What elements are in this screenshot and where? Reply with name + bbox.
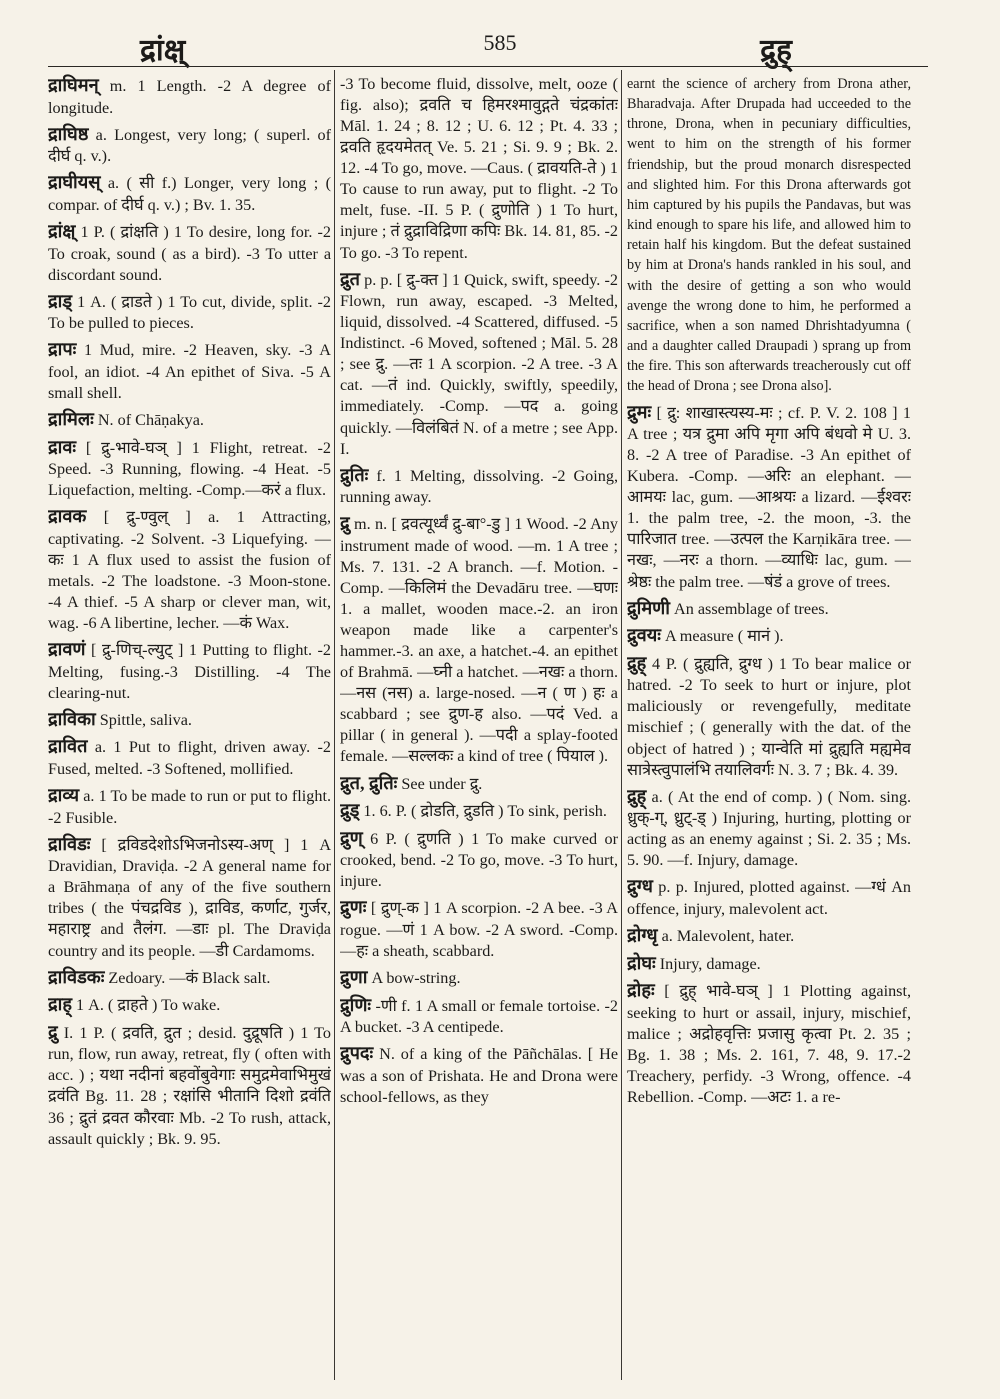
dictionary-entry [340, 799, 618, 823]
entry-definition: f. 1 Melting, dissolving. -2 Going, running away. [340, 466, 618, 507]
entry-definition: Injury, damage. [659, 954, 761, 973]
entry-definition: A measure ( मानं ). [664, 627, 784, 646]
entry-definition: 1 A. ( द्राहते ) To wake. [76, 996, 221, 1015]
entry-definition: 4 P. ( द्रुह्यति, द्रुग्ध ) 1 To bear malice or hatred. -2 To seek to hurt or injure, plot maliciously or revengefully, meditate mischief ; ( generally with the dat. of the object of hatred ) ; यान्वेति मां द्रुह्यति मह्यमेव सात्रेस्त्वुपालंभि तयालिवर्गः N. 3. 7 ; Bk. 4. 39. [627, 654, 911, 779]
dictionary-entry [48, 833, 331, 962]
entry-definition: [ द्रु: शाखास्त्यस्य-मः ; cf. P. V. 2. 108 ] 1 A tree ; यत्र द्रुमा अपि मृगा अपि बंधवो मे U. 3. 8. -2 A tree of Paradise. -3 An epithet of Kubera. -Comp. —अरिः an elephant. —आमयः lac, gum. —आश्रयः a lizard. —ईश्वरः 1. the palm tree, -2. the moon, -3. the पारिजात tree. —उत्पल the Karṇikāra tree. —नखः, —नरः a thorn. —व्याधिः lac, gum. —श्रेष्ठः the palm tree. —षंडं a grove of trees. [627, 403, 911, 591]
header-rule [48, 66, 928, 67]
dictionary-entry [627, 952, 911, 976]
dictionary-entry [48, 966, 331, 990]
entry-headword: द्रुग्ध [627, 876, 653, 897]
entry-headword: द्रुणा [340, 967, 368, 988]
entry-definition: p. p. [ द्रु-क्त ] 1 Quick, swift, speedy. -2 Flown, run away, escaped. -3 Melted, liquid, dissolved. -4 Scattered, diffused. -5 Indistinct. -6 Moved, softened ; Māl. 5. 28 ; see द्रु. —तः 1 A scorpion. -2 A tree. -3 A cat. —तं ind. Quickly, swiftly, speedily, immediately. -Comp. —पद a. going quickly. —विलंबितं N. of a metre ; see App. I. [340, 270, 618, 458]
entry-definition: 1 P. ( द्रांक्षति ) 1 To desire, long for. -2 To croak, sound ( as a bird). -3 To utter a discordant sound. [48, 222, 331, 284]
entry-headword: द्राड् [48, 290, 73, 311]
entry-headword: द्रुण् [340, 827, 363, 848]
dictionary-entry [340, 74, 618, 264]
dictionary-entry [48, 436, 331, 502]
entry-definition: [ द्रुह् भावे-घञ् ] 1 Plotting against, seeking to hurt or assail, injury, mischief, malice ; अद्रोहवृत्तिः प्रजासु कृत्वा Pt. 2. 35 ; Bg. 1. 38 ; Ms. 2. 161, 7. 48, 9. 17.-2 Treachery, perfidy. -3 Wrong, offence. -4 Rebellion. -Comp. —अटः 1. a re- [627, 982, 911, 1107]
column-3 [627, 74, 911, 1112]
entry-headword: द्रु [340, 513, 350, 534]
entry-headword: द्राघीयस् [48, 172, 101, 193]
dictionary-entry [48, 171, 331, 216]
column-2 [340, 74, 618, 1112]
entry-headword: द्रुह् [627, 785, 647, 806]
dictionary-entry [627, 785, 911, 872]
page-header [0, 24, 1000, 76]
entry-headword: द्रावित [48, 736, 88, 757]
entry-headword: द्रावक [48, 506, 87, 527]
entry-headword: द्राव्य [48, 785, 80, 806]
entry-headword: द्राघिमन् [48, 75, 99, 95]
entry-headword: द्रोहः [627, 980, 655, 1001]
entry-headword: द्रुवयः [627, 625, 661, 646]
entry-definition: Zedoary. —कं Black salt. [108, 968, 271, 987]
entry-headword: द्रुमः [627, 401, 652, 422]
entry-headword: द्रांक्ष् [48, 220, 76, 241]
entry-definition: See under द्रु. [401, 774, 483, 793]
entry-headword: द्राह् [48, 994, 72, 1015]
entry-headword: द्रुतिः [340, 464, 369, 485]
entry-headword: द्राविडकः [48, 966, 105, 987]
entry-definition: -णी f. 1 A small or female tortoise. -2 A bucket. -3 A centipede. [340, 996, 618, 1037]
entry-definition: a. Malevolent, hater. [661, 927, 795, 946]
dictionary-entry [48, 290, 331, 335]
dictionary-entry [48, 993, 331, 1017]
entry-headword: द्रोघः [627, 952, 656, 973]
dictionary-entry [627, 74, 911, 397]
entry-definition: a. Longest, very long; ( superl. of दीर्घ q. v.). [48, 125, 331, 166]
dictionary-entry [48, 505, 331, 634]
entry-definition: N. of a king of the Pāñchālas. [ He was a son of Prishata. He and Drona were school-fellows, as they [340, 1045, 618, 1106]
dictionary-entry [627, 652, 911, 781]
entry-definition: a. ( सी f.) Longer, very long ; ( compar. of दीर्घ q. v.) ; Bv. 1. 35. [48, 174, 331, 214]
entry-definition: [ द्रु-णिच्-ल्युट् ] 1 Putting to flight. -2 Melting, fusing.-3 Distilling. -4 The clearing-nut. [48, 641, 331, 702]
header-right-headword: द्रुह् [760, 34, 792, 67]
dictionary-entry [48, 408, 331, 432]
entry-headword: द्राघिष्ठ [48, 123, 89, 144]
dictionary-entry [340, 896, 618, 962]
entry-headword: द्राविका [48, 708, 96, 729]
dictionary-entry [627, 401, 911, 593]
dictionary-entry [48, 338, 331, 404]
entry-headword: द्रुत, द्रुतिः [340, 772, 398, 793]
dictionary-entry [627, 597, 911, 621]
column-divider [621, 70, 622, 1380]
entry-definition: [ द्रुण्-क ] 1 A scorpion. -2 A bee. -3 A rogue. —णं 1 A bow. -2 A sword. -Comp. —हः a sheath, scabbard. [340, 899, 618, 961]
entry-headword: द्रुह् [627, 652, 647, 673]
entry-headword: द्रुमिणी [627, 597, 670, 618]
dictionary-entry [48, 735, 331, 780]
entry-headword: द्रु [48, 1021, 58, 1042]
dictionary-entry [48, 123, 331, 168]
dictionary-entry [627, 624, 911, 648]
entry-definition: I. 1 P. ( द्रवति, द्रुत ; desid. दुद्रूषति ) 1 To run, flow, run away, retreat, fly ( often with acc. ) ; यथा नदीनां बहवोंबुवेगाः समुद्रमेवाभिमुखं द्रवंति Bg. 11. 28 ; रक्षांसि भीतानि दिशो द्रवंति 36 ; द्रुतं द्रवत कौरवाः Mb. -2 To rush, attack, assault quickly ; Bk. 9. 95. [48, 1023, 331, 1148]
dictionary-entry [48, 220, 331, 286]
entry-headword: द्रावणं [48, 639, 86, 660]
page-number: 585 [483, 30, 517, 55]
dictionary-entry [48, 708, 331, 732]
entry-definition: N. of Chāṇakya. [97, 410, 204, 429]
entry-definition: a. ( At the end of comp. ) ( Nom. sing. ध्रुक्-ग्, ध्रुट्-ड् ) Injuring, hurting, plotting or acting as an enemy against ; Si. 2. 35 ; Ms. 5. 90. —f. Injury, damage. [627, 787, 911, 870]
column-divider [334, 70, 335, 1380]
entry-definition: p. p. Injured, plotted against. —ग्धं An offence, injury, malevolent act. [627, 878, 911, 918]
entry-definition: A bow-string. [371, 969, 461, 988]
entry-headword: द्राविडः [48, 833, 91, 854]
entry-headword: द्रामिलः [48, 408, 94, 429]
dictionary-entry [340, 464, 618, 509]
dictionary-entry [48, 638, 331, 704]
entry-headword: द्रुड् [340, 800, 360, 821]
dictionary-entry [340, 966, 618, 990]
entry-definition: m. n. [ द्रवत्यूर्ध्वं द्रु-बा°-डु ] 1 Wood. -2 Any instrument made of wood. —m. 1 A tree ; Ms. 7. 131. -2 A branch. —f. Motion. -Comp. —किलिमं the Devadāru tree. —घणः 1. a mallet, wooden mace.-2. an iron weapon made like a carpenter's hammer.-3. an axe, a hatchet.-4. an epithet of Brahmā. —घ्नी a hatchet. —नखः a thorn. —नस (नस) a. large-nosed. —न ( ण ) हः a scabbard ; see द्रुण-ह also. —पदं Ved. a pillar ( in general ). —पदी a splay-footed female. —सल्लकः a kind of tree ( पियाल ). [340, 515, 618, 766]
entry-headword: द्रुत [340, 268, 360, 289]
entry-definition: An assemblage of trees. [674, 599, 829, 618]
entry-definition: [ द्रविडदेशोऽभिजनोऽस्य-अण् ] 1 A Dravidian, Draviḍa. -2 A general name for a Brāhmaṇa of any of the five southern tribes ( the पंचद्रविड ), द्राविड, कर्णाट, गुर्जर, महाराष्ट्र and तैलंग. —डाः pl. The Draviḍa country and its people. —डी Cardamoms. [48, 835, 331, 960]
dictionary-entry [48, 74, 331, 119]
dictionary-entry [340, 994, 618, 1039]
dictionary-entry [340, 268, 618, 460]
entry-definition: 6 P. ( द्रुणति ) 1 To make curved or crooked, bend. -2 To go, move. -3 To hurt, injure. [340, 829, 618, 891]
entry-headword: द्रापः [48, 339, 77, 360]
dictionary-entry [340, 827, 618, 893]
entry-definition: 1. 6. P. ( द्रोडति, द्रुडति ) To sink, perish. [363, 802, 607, 821]
dictionary-entry [340, 512, 618, 767]
dictionary-entry [627, 875, 911, 920]
entry-definition: m. 1 Length. -2 A degree of longitude. [48, 77, 331, 117]
dictionary-entry [48, 1021, 331, 1150]
entry-headword: द्रुपदः [340, 1043, 374, 1064]
dictionary-entry [340, 772, 618, 796]
entry-headword: द्रुणः [340, 897, 367, 918]
entry-definition: Spittle, saliva. [99, 710, 192, 729]
entry-definition: [ द्रु-भावे-घञ् ] 1 Flight, retreat. -2 Speed. -3 Running, flowing. -4 Heat. -5 Liquefaction, melting. -Comp.—करं a flux. [48, 438, 331, 500]
entry-definition: [ द्रु-ण्वुल् ] a. 1 Attracting, captivating. -2 Solvent. -3 Liquefying. —कः 1 A flux used to assist the fusion of metals. -2 The loadstone. -3 Moon-stone. -4 A thief. -5 A sharp or clever man, wit, wag. -6 A libertine, lecher. —कं Wax. [48, 508, 331, 633]
dictionary-entry [48, 784, 331, 829]
column-1 [48, 74, 331, 1154]
dictionary-entry [627, 924, 911, 948]
entry-definition: a. 1 Put to flight, driven away. -2 Fused, melted. -3 Softened, mollified. [48, 738, 331, 778]
entry-headword: द्रावः [48, 436, 77, 457]
entry-definition: 1 Mud, mire. -2 Heaven, sky. -3 A fool, an idiot. -4 An epithet of Siva. -5 A small shell. [48, 341, 331, 402]
entry-headword: द्रुणिः [340, 994, 372, 1015]
header-left-headword: द्रांक्ष् [140, 34, 186, 67]
entry-definition: a. 1 To be made to run or put to flight. -2 Fusible. [48, 787, 331, 827]
entry-definition: 1 A. ( द्राडते ) 1 To cut, divide, split. -2 To be pulled to pieces. [48, 292, 331, 333]
entry-headword: द्रोग्धृ [627, 925, 658, 946]
dictionary-entry [627, 979, 911, 1108]
dictionary-entry [340, 1042, 618, 1108]
entry-definition: -3 To become fluid, dissolve, melt, ooze ( fig. also); द्रवति च हिमरश्मावुद्गते चंद्रकांतः Māl. 1. 24 ; 8. 12 ; U. 6. 12 ; Pt. 4. 33 ; द्रवति हृदयमेतत् Ve. 5. 21 ; Si. 9. 9 ; Bk. 2. 12. -4 To go, move. —Caus. ( द्रावयति-ते ) 1 To cause to run away, put to flight. -2 To melt, fuse. -II. 5 P. ( द्रुणोति ) 1 To hurt, injure ; तं द्रुद्राविद्रिणा कपिः Bk. 14. 81, 85. -2 To go. -3 To repent. [340, 75, 618, 262]
entry-definition: earnt the science of archery from Drona ather, Bharadvaja. After Drupada had ucceeded to the throne, Drona, when in pecuniary difficulties, went to him on the strength of his former friendship, but the proud monarch disrespected and slighted him. For this Drona afterwards got him captured by his pupils the Pandavas, but was kind enough to spare his life, and allowed him to retain half his kingdom. But the defeat sustained by him at Drona's hands rankled in his soul, and with the desire of getting a son who would avenge the wrong done to him, he performed a sacrifice, when a son named Dhrishtadyumna ( and a daughter called Draupadi ) sprang up from the fire. This son afterwards treacherously cut off the head of Drona ; see Drona also]. [627, 76, 911, 395]
